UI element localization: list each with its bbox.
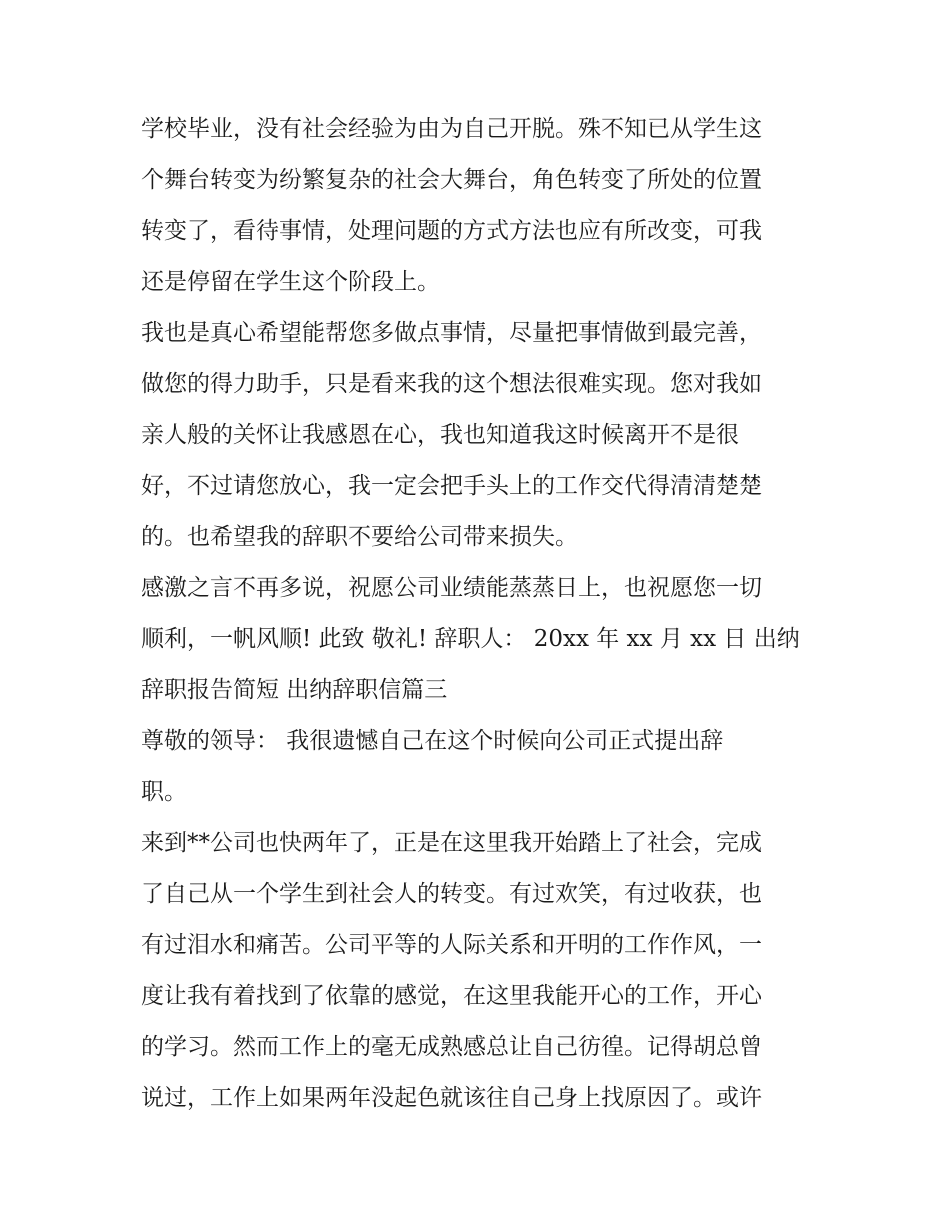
text-line: 尊敬的领导： 我很遗憾自己在这个时候向公司正式提出辞 bbox=[141, 728, 724, 754]
text-line: 度让我有着找到了依靠的感觉，在这里我能开心的工作，开心 bbox=[141, 983, 762, 1009]
text-line: 亲人般的关怀让我感恩在心，我也知道我这时候离开不是很 bbox=[141, 422, 739, 448]
text-line: 顺利，一帆风顺! 此致 敬礼! 辞职人： 20xx 年 xx 月 xx 日 出纳 bbox=[141, 626, 800, 652]
text-line: 有过泪水和痛苦。公司平等的人际关系和开明的工作作风，一 bbox=[141, 932, 762, 958]
text-line: 做您的得力助手，只是看来我的这个想法很难实现。您对我如 bbox=[141, 371, 762, 397]
text-line: 说过，工作上如果两年没起色就该往自己身上找原因了。或许 bbox=[141, 1085, 762, 1111]
text-line: 感激之言不再多说，祝愿公司业绩能蒸蒸日上，也祝愿您一切 bbox=[141, 575, 762, 601]
text-line: 学校毕业，没有社会经验为由为自己开脱。殊不知已从学生这 bbox=[141, 116, 762, 142]
text-line: 好，不过请您放心，我一定会把手头上的工作交代得清清楚楚 bbox=[141, 473, 762, 499]
document-body bbox=[141, 104, 821, 1124]
text-line: 了自己从一个学生到社会人的转变。有过欢笑，有过收获，也 bbox=[141, 881, 762, 907]
text-line: 来到**公司也快两年了，正是在这里我开始踏上了社会，完成 bbox=[141, 830, 762, 856]
text-line: 我也是真心希望能帮您多做点事情，尽量把事情做到最完善， bbox=[141, 320, 762, 346]
text-line: 的。也希望我的辞职不要给公司带来损失。 bbox=[141, 524, 578, 550]
text-line: 转变了，看待事情，处理问题的方式方法也应有所改变，可我 bbox=[141, 218, 762, 244]
text-line: 职。 bbox=[141, 779, 187, 805]
text-line: 还是停留在学生这个阶段上。 bbox=[141, 269, 440, 295]
text-line: 个舞台转变为纷繁复杂的社会大舞台，角色转变了所处的位置 bbox=[141, 167, 762, 193]
text-line: 的学习。然而工作上的毫无成熟感总让自己彷徨。记得胡总曾 bbox=[141, 1034, 762, 1060]
section-heading: 辞职报告简短 出纳辞职信篇三 bbox=[141, 677, 448, 703]
